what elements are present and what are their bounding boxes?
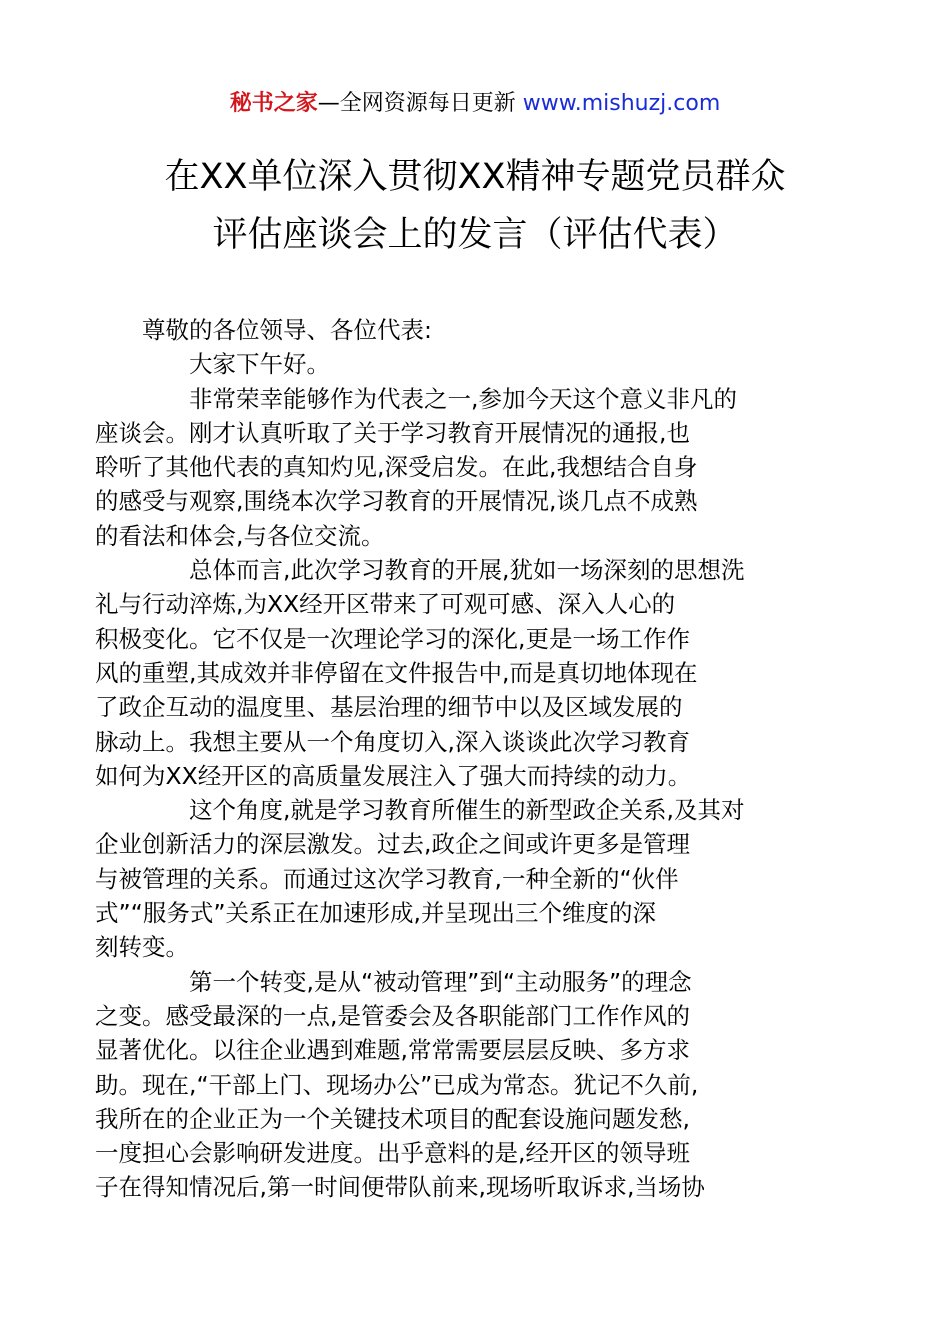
paragraph-line: 刻转变。 [95,933,189,962]
document-title [0,148,950,264]
title-line: 在XX单位深入贯彻XX精神专题党员群众 [164,157,786,197]
paragraph-line: 脉动上。我想主要从一个角度切入,深入谈谈此次学习教育 [95,727,690,756]
paragraph-line: 礼与行动淬炼,为XX经开区带来了可观可感、深入人心的 [95,590,676,619]
site-header [0,88,950,120]
body-paragraph [95,382,808,553]
paragraph-line: 一度担心会影响研发进度。出乎意料的是,经开区的领导班 [95,1139,690,1168]
paragraph-line: 非常荣幸能够作为代表之一,参加今天这个意义非凡的 [189,384,737,413]
paragraph-line: 这个角度,就是学习教育所催生的新型政企关系,及其对 [189,796,745,825]
body-paragraph [95,793,808,964]
paragraph-line: 显著优化。以往企业遇到难题,常常需要层层反映、多方求 [95,1036,690,1065]
paragraph-line: 座谈会。刚才认真听取了关于学习教育开展情况的通报,也 [95,418,690,447]
paragraph-line: 子在得知情况后,第一时间便带队前来,现场听取诉求,当场协 [95,1173,705,1202]
paragraph-line: 企业创新活力的深层激发。过去,政企之间或许更多是管理 [95,830,690,859]
paragraph-line: 大家下午好。 [189,350,330,379]
paragraph-line: 的看法和体会,与各位交流。 [95,521,385,550]
site-url-link[interactable]: www.mishuzj.com [522,91,721,116]
paragraph-line: 助。现在,“干部上门、现场办公”已成为常态。犹记不久前, [95,1070,699,1099]
paragraph-list [95,347,808,1204]
paragraph-line: 式”“服务式”关系正在加速形成,并呈现出三个维度的深 [95,899,656,928]
paragraph-line: 积极变化。它不仅是一次理论学习的深化,更是一场工作作 [95,624,690,653]
document-body [95,313,808,1205]
body-paragraph [142,347,808,381]
paragraph-line: 总体而言,此次学习教育的开展,犹如一场深刻的思想洗 [189,556,745,585]
paragraph-line: 之变。感受最深的一点,是管委会及各职能部门工作作风的 [95,1001,690,1030]
paragraph-line: 与被管理的关系。而通过这次学习教育,一种全新的“伙伴 [95,864,679,893]
paragraph-line: 第一个转变,是从“被动管理”到“主动服务”的理念 [189,967,692,996]
title-line: 评估座谈会上的发言（评估代表） [212,215,738,255]
paragraph-line: 风的重塑,其成效并非停留在文件报告中,而是真切地体现在 [95,658,698,687]
paragraph-line: 聆听了其他代表的真知灼见,深受启发。在此,我想结合自身 [95,453,698,482]
salutation: 尊敬的各位领导、各位代表: [142,316,432,344]
paragraph-line: 我所在的企业正为一个关键技术项目的配套设施问题发愁, [95,1104,690,1133]
paragraph-line: 如何为XX经开区的高质量发展注入了强大而持续的动力。 [95,761,692,790]
body-paragraph [95,965,808,1205]
header-tagline: —全网资源每日更新 [317,91,516,116]
body-paragraph [95,553,808,793]
paragraph-line: 了政企互动的温度里、基层治理的细节中以及区域发展的 [95,693,683,722]
brand-name: 秘书之家 [229,91,318,116]
paragraph-line: 的感受与观察,围绕本次学习教育的开展情况,谈几点不成熟 [95,487,698,516]
